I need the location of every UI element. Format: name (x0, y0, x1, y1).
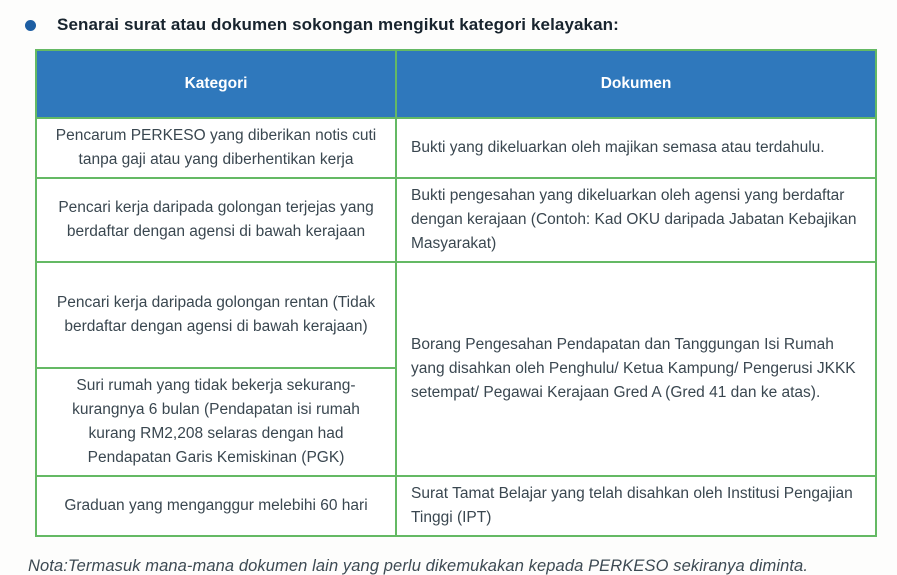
column-header-dokumen: Dokumen (396, 50, 876, 118)
column-header-kategori: Kategori (36, 50, 396, 118)
dokumen-cell: Bukti pengesahan yang dikeluarkan oleh agensi yang berdaftar dengan kerajaan (Contoh: Kad OKU daripada Jabatan Kebajikan Masyarakat) (396, 178, 876, 262)
kategori-cell: Suri rumah yang tidak bekerja sekurang-kurangnya 6 bulan (Pendapatan isi rumah kurang RM2,208 selaras dengan had Pendapatan Garis Kemiskinan (PGK) (36, 368, 396, 476)
table-row (36, 118, 876, 178)
dokumen-cell: Surat Tamat Belajar yang telah disahkan oleh Institusi Pengajian Tinggi (IPT) (396, 476, 876, 536)
documents-table (35, 49, 877, 537)
kategori-cell: Pencarum PERKESO yang diberikan notis cuti tanpa gaji atau yang diberhentikan kerja (36, 118, 396, 178)
table-row (36, 262, 876, 368)
dokumen-cell-merged: Borang Pengesahan Pendapatan dan Tanggungan Isi Rumah yang disahkan oleh Penghulu/ Ketua Kampung/ Pengerusi JKKK setempat/ Pegawai Kerajaan Gred A (Gred 41 dan ke atas). (396, 262, 876, 476)
table-row (36, 476, 876, 536)
kategori-cell: Pencari kerja daripada golongan rentan (Tidak berdaftar dengan agensi di bawah kerajaan) (36, 262, 396, 368)
section-title-row (20, 14, 877, 37)
dokumen-cell: Bukti yang dikeluarkan oleh majikan semasa atau terdahulu. (396, 118, 876, 178)
footnote: Nota:Termasuk mana-mana dokumen lain yang perlu dikemukakan kepada PERKESO sekiranya diminta. (28, 557, 809, 575)
bullet-icon (25, 20, 36, 31)
section-title: Senarai surat atau dokumen sokongan mengikut kategori kelayakan: (57, 15, 619, 34)
table-header-row (36, 50, 876, 118)
kategori-cell: Pencari kerja daripada golongan terjejas yang berdaftar dengan agensi di bawah kerajaan (36, 178, 396, 262)
kategori-cell: Graduan yang menganggur melebihi 60 hari (36, 476, 396, 536)
table-row (36, 178, 876, 262)
